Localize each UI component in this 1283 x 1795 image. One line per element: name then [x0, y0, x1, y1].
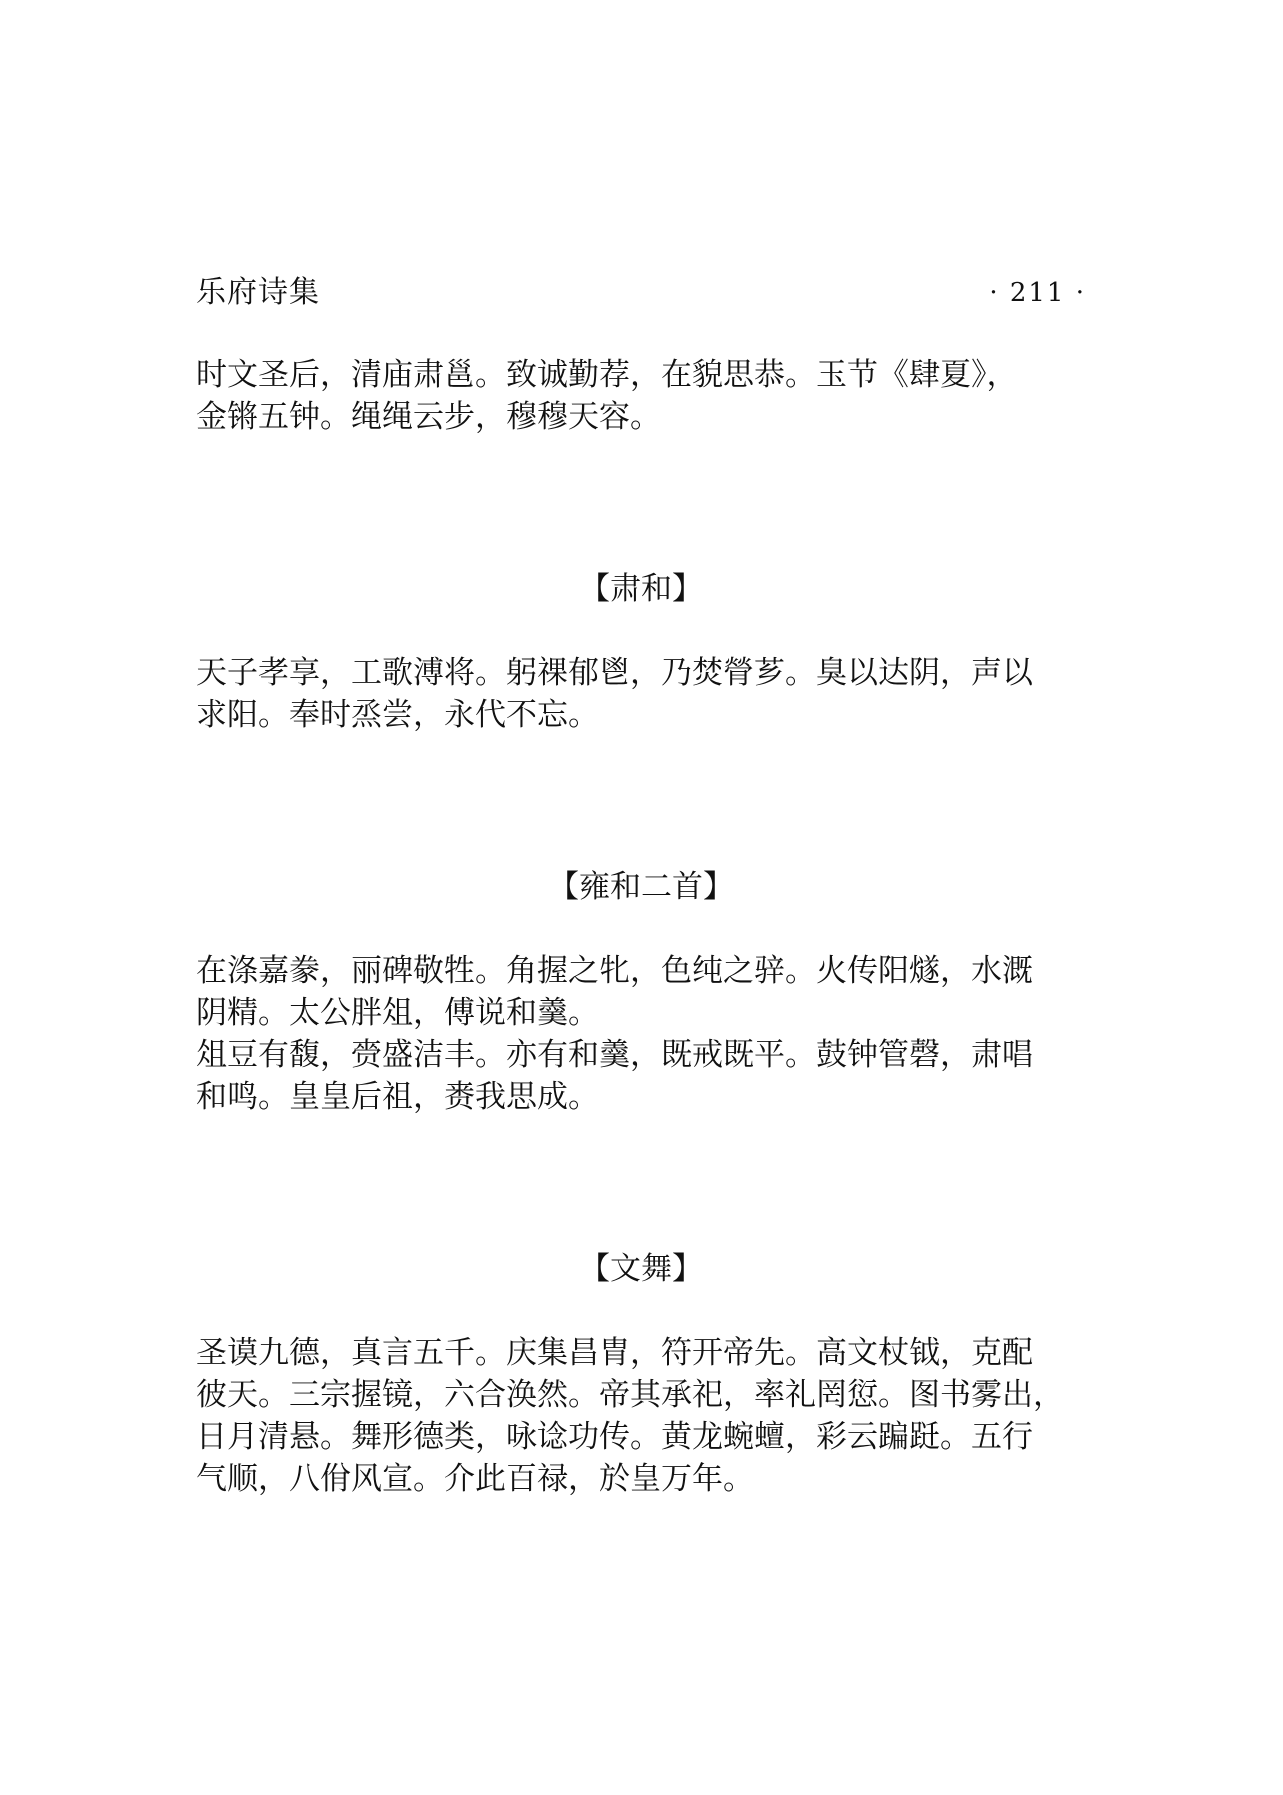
section-1-body	[196, 652, 1096, 736]
verse-line: 求阳。奉时烝尝，永代不忘。	[196, 697, 599, 733]
verse-line: 彼天。三宗握镜，六合涣然。帝其承祀，率礼罔愆。图书雾出，	[196, 1377, 1064, 1413]
verse-line: 阴精。太公胖俎，傅说和羹。	[196, 995, 599, 1031]
section-2-body	[196, 950, 1096, 1118]
verse-line: 俎豆有馥，赍盛洁丰。亦有和羹，既戒既平。鼓钟管磬，肃唱	[196, 1037, 1033, 1073]
page-number: · 211 ·	[989, 278, 1086, 308]
verse-line: 气顺，八佾风宣。介此百禄，於皇万年。	[196, 1461, 754, 1497]
section-title-wenwu: 【文舞】	[579, 1251, 703, 1287]
verse-line: 时文圣后，清庙肃邕。致诚勤荐，在貌思恭。玉节《肆夏》，	[196, 357, 1018, 393]
section-0-body	[196, 354, 1096, 438]
verse-line: 圣谟九德，真言五千。庆集昌胄，符开帝先。高文杖钺，克配	[196, 1335, 1033, 1371]
section-title-suhe: 【肃和】	[579, 571, 703, 607]
section-title-yonghe: 【雍和二首】	[548, 869, 734, 905]
verse-line: 日月清悬。舞形德类，咏谂功传。黄龙蜿蟺，彩云蹁跹。五行	[196, 1419, 1033, 1455]
page-header	[196, 270, 1086, 316]
verse-line: 在涤嘉豢，丽碑敬牲。角握之牝，色纯之骍。火传阳燧，水溉	[196, 953, 1033, 989]
verse-line: 金锵五钟。绳绳云步，穆穆天容。	[196, 399, 661, 435]
verse-line: 天子孝享，工歌溥将。躬祼郁鬯，乃焚膋芗。臭以达阴，声以	[196, 655, 1033, 691]
book-title: 乐府诗集	[196, 275, 320, 310]
verse-line: 和鸣。皇皇后祖，赉我思成。	[196, 1079, 599, 1115]
section-3-body	[196, 1332, 1096, 1500]
